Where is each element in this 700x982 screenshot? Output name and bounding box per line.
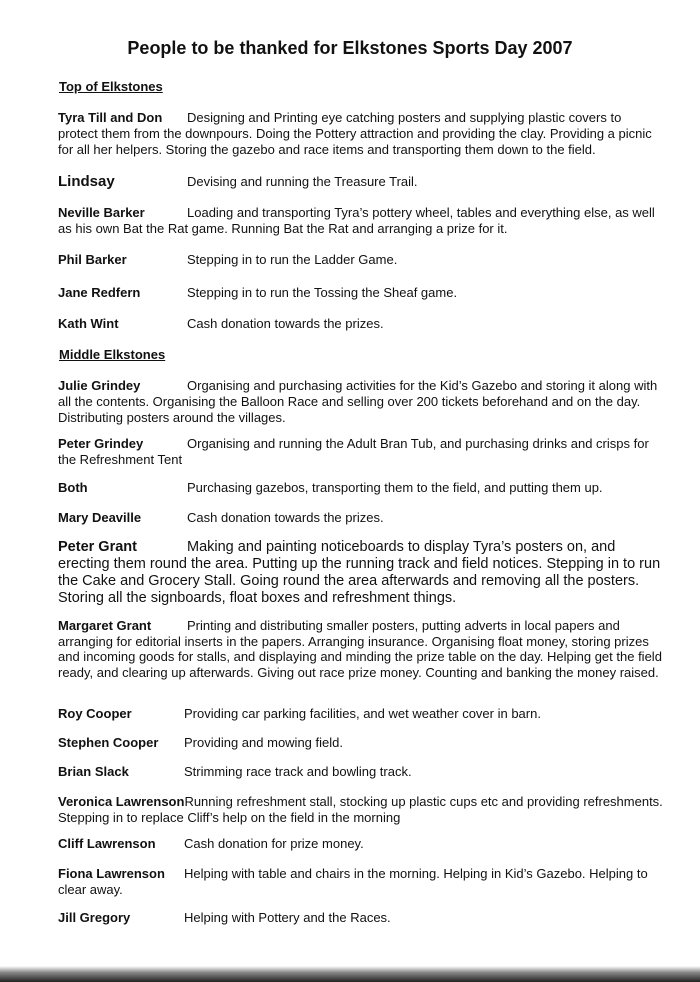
page-title: People to be thanked for Elkstones Sports Day 2007 [127, 38, 573, 58]
entry-name: Julie Grindey [58, 378, 141, 393]
thanks-entry [58, 285, 663, 301]
entry-name: Jane Redfern [58, 285, 141, 300]
thanks-entry [58, 735, 663, 751]
thanks-entry [58, 539, 663, 607]
thanks-entry [58, 836, 663, 852]
entry-description: Stepping in to run the Tossing the Sheaf game. [187, 285, 458, 300]
entry-description: Cash donation for prize money. [184, 836, 364, 851]
entry-description: Devising and running the Treasure Trail. [187, 174, 418, 189]
section-heading-top: Top of Elkstones [59, 79, 163, 94]
entry-name: Neville Barker [58, 205, 145, 220]
thanks-entry [58, 480, 663, 496]
thanks-entry [58, 764, 663, 780]
thanks-entry [58, 618, 663, 680]
entry-description: Cash donation towards the prizes. [187, 316, 384, 331]
thanks-entry [58, 378, 663, 426]
entry-name: Veronica Lawrenson [58, 794, 185, 809]
thanks-entry [58, 794, 663, 826]
entry-description: Purchasing gazebos, transporting them to the field, and putting them up. [187, 480, 603, 495]
entry-name: Tyra Till and Don [58, 110, 163, 125]
entry-description: Organising and running the Adult Bran Tub, and purchasing drinks and crisps for the Refreshment Tent [58, 436, 649, 467]
thanks-entry [58, 252, 663, 268]
entry-name: Brian Slack [58, 764, 129, 779]
entry-description: Running refreshment stall, stocking up plastic cups etc and providing refreshments. Stepping in to replace Cliff’s help on the field in the morning [58, 794, 663, 825]
entry-description: Helping with Pottery and the Races. [184, 910, 391, 925]
entry-name: Kath Wint [58, 316, 119, 331]
entry-description: Helping with table and chairs in the morning. Helping in Kid’s Gazebo. Helping to clear away. [58, 866, 648, 897]
entry-description: Providing and mowing field. [184, 735, 343, 750]
entry-name: Peter Grant [58, 539, 137, 555]
thanks-entry [58, 205, 663, 237]
entry-name: Mary Deaville [58, 510, 142, 525]
scan-edge-shadow [0, 966, 700, 982]
entry-name: Peter Grindey [58, 436, 144, 451]
entry-description: Strimming race track and bowling track. [184, 764, 412, 779]
entry-name: Jill Gregory [58, 910, 131, 925]
entry-description: Cash donation towards the prizes. [187, 510, 384, 525]
thanks-entry [58, 110, 663, 158]
entry-name: Phil Barker [58, 252, 127, 267]
entry-name: Fiona Lawrenson [58, 866, 165, 881]
entry-description: Printing and distributing smaller posters, putting adverts in local papers and arranging for editorial inserts in the papers. Arranging insurance. Organising float money, storing prizes and incoming goods for stalls, and displaying and minding the prize table on the day. Helping get the field ready, and clearing up afterwards. Giving out race prize money. Counting and banking the money raised. [58, 618, 662, 680]
thanks-entry [58, 910, 663, 926]
entry-name: Stephen Cooper [58, 735, 159, 750]
entry-description: Providing car parking facilities, and wet weather cover in barn. [184, 706, 541, 721]
entry-description: Designing and Printing eye catching posters and supplying plastic covers to protect them from the downpours. Doing the Pottery attraction and providing the clay. Providing a picnic for all her helpers. Storing the gazebo and race items and transporting them down to the field. [58, 110, 652, 157]
entry-description: Organising and purchasing activities for the Kid’s Gazebo and storing it along with all the contents. Organising the Balloon Race and selling over 200 tickets beforehand and on the day. Distributing posters around the villages. [58, 378, 658, 425]
entry-name: Lindsay [58, 173, 115, 190]
entry-name: Margaret Grant [58, 618, 152, 633]
entry-description: Making and painting noticeboards to display Tyra’s posters on, and erecting them round the area. Putting up the running track and field notices. Stepping in to run the Cake and Grocery Stall. Going round the area afterwards and removing all the posters. Storing all the signboards, float boxes and refreshment things. [58, 539, 661, 606]
thanks-entry [58, 173, 663, 190]
thanks-entry [58, 706, 663, 722]
entry-name: Both [58, 480, 88, 495]
entry-description: Stepping in to run the Ladder Game. [187, 252, 398, 267]
entry-description: Loading and transporting Tyra’s pottery wheel, tables and everything else, as well as his own Bat the Rat game. Running Bat the Rat and arranging a prize for it. [58, 205, 655, 236]
thanks-entry [58, 436, 663, 468]
entry-name: Cliff Lawrenson [58, 836, 156, 851]
thanks-entry [58, 866, 663, 898]
section-heading-middle: Middle Elkstones [59, 347, 166, 362]
thanks-entry [58, 316, 663, 332]
thanks-entry [58, 510, 663, 526]
entry-name: Roy Cooper [58, 706, 132, 721]
